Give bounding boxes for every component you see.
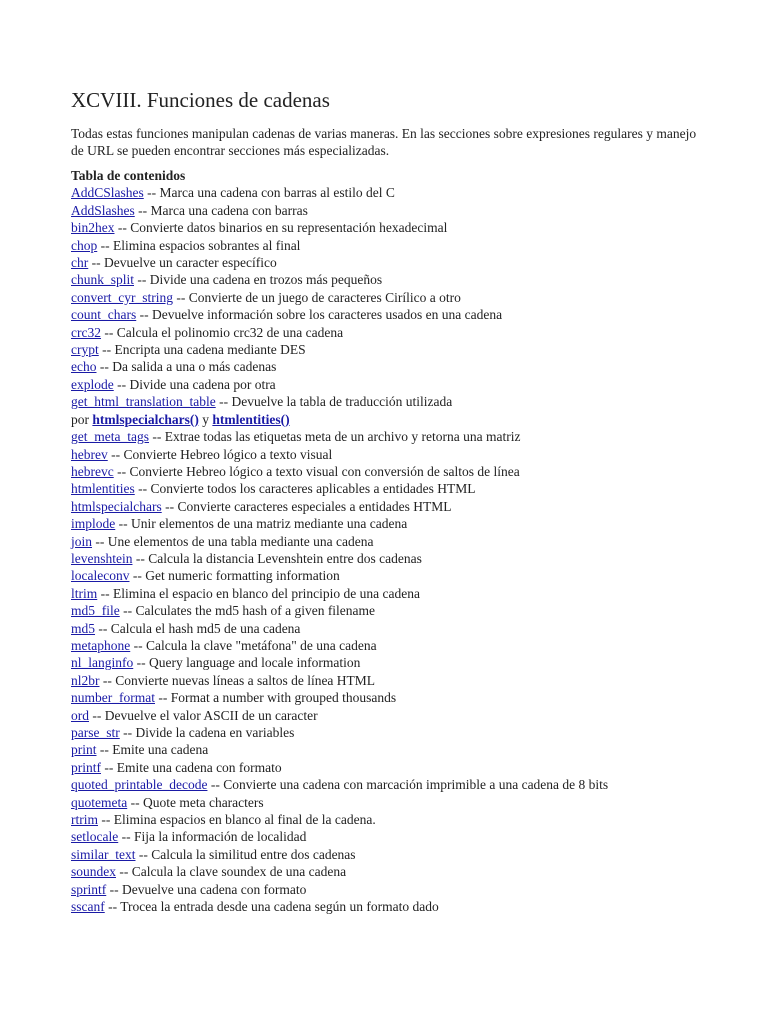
toc-entry-description: -- Format a number with grouped thousands [154, 690, 397, 706]
intro-paragraph: Todas estas funciones manipulan cadenas de varias maneras. En las secciones sobre expresiones regulares y manejo de URL se pueden encontrar secciones más especializadas. [71, 126, 697, 158]
toc-entry [71, 794, 711, 811]
toc-list [71, 184, 711, 915]
toc-entry-description: -- Convierte caracteres especiales a entidades HTML [161, 498, 452, 514]
toc-entry-link[interactable]: sscanf [71, 899, 105, 915]
toc-heading: Tabla de contenidos [71, 168, 186, 183]
toc-entry [71, 550, 711, 567]
toc-entry-description: -- Calcula la similitud entre dos cadenas [135, 846, 356, 862]
toc-entry-link[interactable]: print [71, 742, 97, 758]
toc-continuation-conjunction: y [198, 411, 213, 427]
toc-entry-description: -- Get numeric formatting information [129, 568, 340, 584]
toc-entry-link[interactable]: chop [71, 237, 98, 253]
toc-entry [71, 254, 711, 271]
toc-entry-link[interactable]: levenshtein [71, 550, 133, 566]
toc-entry-description: -- Emite una cadena [96, 742, 209, 758]
toc-entry-description: -- Calcula la clave "metáfona" de una cadena [130, 637, 377, 653]
toc-entry-link[interactable]: crypt [71, 342, 99, 358]
toc-entry [71, 341, 711, 358]
toc-entry-link[interactable]: get_meta_tags [71, 429, 149, 445]
toc-entry-description: -- Devuelve un caracter específico [88, 255, 277, 271]
toc-entry-link[interactable]: AddSlashes [71, 202, 135, 218]
toc-entry-link[interactable]: md5 [71, 620, 96, 636]
toc-entry-link[interactable]: join [71, 533, 93, 549]
toc-entry [71, 428, 711, 445]
toc-entry [71, 637, 711, 654]
toc-entry [71, 672, 711, 689]
toc-entry-link[interactable]: ltrim [71, 585, 98, 601]
toc-entry-description: -- Divide una cadena en trozos más pequeños [134, 272, 383, 288]
toc-entry-description: -- Convierte nuevas líneas a saltos de línea HTML [99, 672, 376, 688]
toc-entry-description: -- Calcula la clave soundex de una cadena [116, 864, 347, 880]
toc-entry [71, 358, 711, 375]
toc-entry-link[interactable]: ord [71, 707, 89, 723]
toc-entry [71, 184, 711, 201]
toc-entry [71, 324, 711, 341]
toc-entry-description: -- Marca una cadena con barras [134, 202, 308, 218]
toc-entry-link[interactable]: htmlspecialchars [71, 498, 162, 514]
toc-entry-description: -- Convierte una cadena con marcación imprimible a una cadena de 8 bits [207, 777, 609, 793]
toc-entry [71, 463, 711, 480]
toc-entry [71, 480, 711, 497]
toc-continuation-text: por [71, 411, 93, 427]
toc-entry-description: -- Convierte Hebreo lógico a texto visual [107, 446, 333, 462]
toc-entry [71, 411, 711, 428]
toc-entry-link[interactable]: soundex [71, 864, 116, 880]
toc-entry [71, 498, 711, 515]
toc-entry-description: -- Devuelve información sobre los caracteres usados en una cadena [136, 307, 503, 323]
toc-entry [71, 533, 711, 550]
htmlspecialchars-link[interactable]: htmlspecialchars() [92, 411, 199, 427]
toc-entry-link[interactable]: sprintf [71, 881, 107, 897]
toc-entry [71, 289, 711, 306]
toc-entry [71, 724, 711, 741]
toc-entry [71, 654, 711, 671]
toc-entry-link[interactable]: echo [71, 359, 97, 375]
toc-entry-description: -- Divide la cadena en variables [119, 725, 295, 740]
toc-entry-description: -- Quote meta characters [127, 794, 264, 810]
toc-entry-link[interactable]: crc32 [71, 324, 101, 340]
toc-entry-link[interactable]: rtrim [71, 812, 98, 828]
toc-entry-description: -- Elimina espacios en blanco al final de la cadena. [98, 812, 376, 828]
toc-entry-description: -- Calcula el polinomio crc32 de una cadena [100, 324, 344, 340]
toc-entry-link[interactable]: printf [71, 759, 101, 775]
toc-entry-link[interactable]: htmlentities [71, 481, 135, 497]
toc-entry-description: -- Convierte todos los caracteres aplicables a entidades HTML [134, 481, 476, 497]
toc-entry-description: -- Marca una cadena con barras al estilo del C [143, 185, 395, 201]
toc-entry-description: -- Elimina el espacio en blanco del principio de una cadena [97, 585, 420, 601]
toc-entry [71, 202, 711, 219]
toc-entry [71, 846, 711, 863]
toc-entry [71, 306, 711, 323]
toc-entry-link[interactable]: number_format [71, 690, 155, 706]
toc-entry-description: -- Da salida a una o más cadenas [96, 359, 277, 375]
toc-entry-link[interactable]: parse_str [71, 725, 120, 740]
toc-entry [71, 759, 711, 776]
toc-entry-link[interactable]: md5_file [71, 603, 120, 619]
toc-entry-description: -- Calcula la distancia Levenshtein entre dos cadenas [132, 550, 422, 566]
toc-entry-description: -- Elimina espacios sobrantes al final [97, 237, 301, 253]
toc-entry-description: -- Unir elementos de una matriz mediante una cadena [115, 516, 408, 532]
toc-entry-link[interactable]: setlocale [71, 829, 119, 845]
toc-entry [71, 689, 711, 706]
toc-entry-link[interactable]: quotemeta [71, 794, 128, 810]
htmlentities-link[interactable]: htmlentities() [212, 411, 290, 427]
toc-entry-link[interactable]: implode [71, 516, 116, 532]
toc-entry [71, 237, 711, 254]
toc-entry-link[interactable]: similar_text [71, 846, 136, 862]
toc-entry-description: -- Devuelve una cadena con formato [106, 881, 307, 897]
toc-entry-link[interactable]: localeconv [71, 568, 130, 584]
toc-entry [71, 811, 711, 828]
toc-entry-description: -- Devuelve el valor ASCII de un caracter [89, 707, 318, 723]
toc-entry [71, 828, 711, 845]
document-page [71, 86, 711, 915]
toc-entry-description: -- Extrae todas las etiquetas meta de un archivo y retorna una matriz [148, 429, 521, 445]
toc-entry-link[interactable]: chr [71, 255, 89, 271]
toc-entry-link[interactable]: explode [71, 376, 114, 392]
toc-entry-description: -- Fija la información de localidad [118, 829, 307, 845]
toc-entry-link[interactable]: hebrev [71, 446, 108, 462]
toc-entry [71, 620, 711, 637]
toc-entry [71, 585, 711, 602]
toc-entry [71, 515, 711, 532]
toc-entry-description: -- Emite una cadena con formato [101, 759, 282, 775]
toc-entry-link[interactable]: bin2hex [71, 220, 115, 236]
toc-entry [71, 271, 711, 288]
toc-entry-description: -- Calculates the md5 hash of a given filename [119, 603, 376, 619]
toc-entry-description: -- Query language and locale information [133, 655, 361, 671]
toc-entry [71, 776, 711, 793]
toc-entry [71, 898, 711, 915]
toc-entry [71, 881, 711, 898]
toc-entry [71, 863, 711, 880]
page-title: XCVIII. Funciones de cadenas [71, 88, 330, 112]
toc-entry [71, 707, 711, 724]
toc-entry-link[interactable]: count_chars [71, 307, 137, 323]
toc-entry-description: -- Convierte de un juego de caracteres Cirílico a otro [172, 289, 461, 305]
toc-entry-link[interactable]: nl_langinfo [71, 655, 134, 671]
toc-entry-link[interactable]: chunk_split [71, 272, 134, 288]
toc-entry-description: -- Devuelve la tabla de traducción utilizada [215, 394, 453, 410]
toc-entry-description: -- Une elementos de una tabla mediante una cadena [92, 533, 374, 549]
toc-entry [71, 446, 711, 463]
toc-entry-link[interactable]: convert_cyr_string [71, 289, 173, 305]
toc-entry-link[interactable]: AddCSlashes [71, 185, 144, 201]
toc-entry-description: -- Convierte datos binarios en su representación hexadecimal [114, 220, 448, 236]
toc-entry-description: -- Trocea la entrada desde una cadena según un formato dado [104, 899, 439, 915]
toc-entry-link[interactable]: nl2br [71, 672, 100, 688]
toc-entry [71, 741, 711, 758]
toc-entry [71, 376, 711, 393]
toc-entry [71, 393, 711, 410]
toc-entry [71, 567, 711, 584]
toc-entry-link[interactable]: get_html_translation_table [71, 394, 216, 410]
toc-entry-description: -- Encripta una cadena mediante DES [98, 342, 306, 358]
toc-entry-description: -- Calcula el hash md5 de una cadena [95, 620, 301, 636]
toc-entry-link[interactable]: hebrevc [71, 463, 114, 479]
toc-entry-description: -- Convierte Hebreo lógico a texto visual con conversión de saltos de línea [113, 463, 520, 479]
toc-entry-description: -- Divide una cadena por otra [113, 376, 276, 392]
toc-entry [71, 602, 711, 619]
toc-entry [71, 219, 711, 236]
toc-entry-link[interactable]: quoted_printable_decode [71, 777, 208, 793]
toc-entry-link[interactable]: metaphone [71, 637, 131, 653]
